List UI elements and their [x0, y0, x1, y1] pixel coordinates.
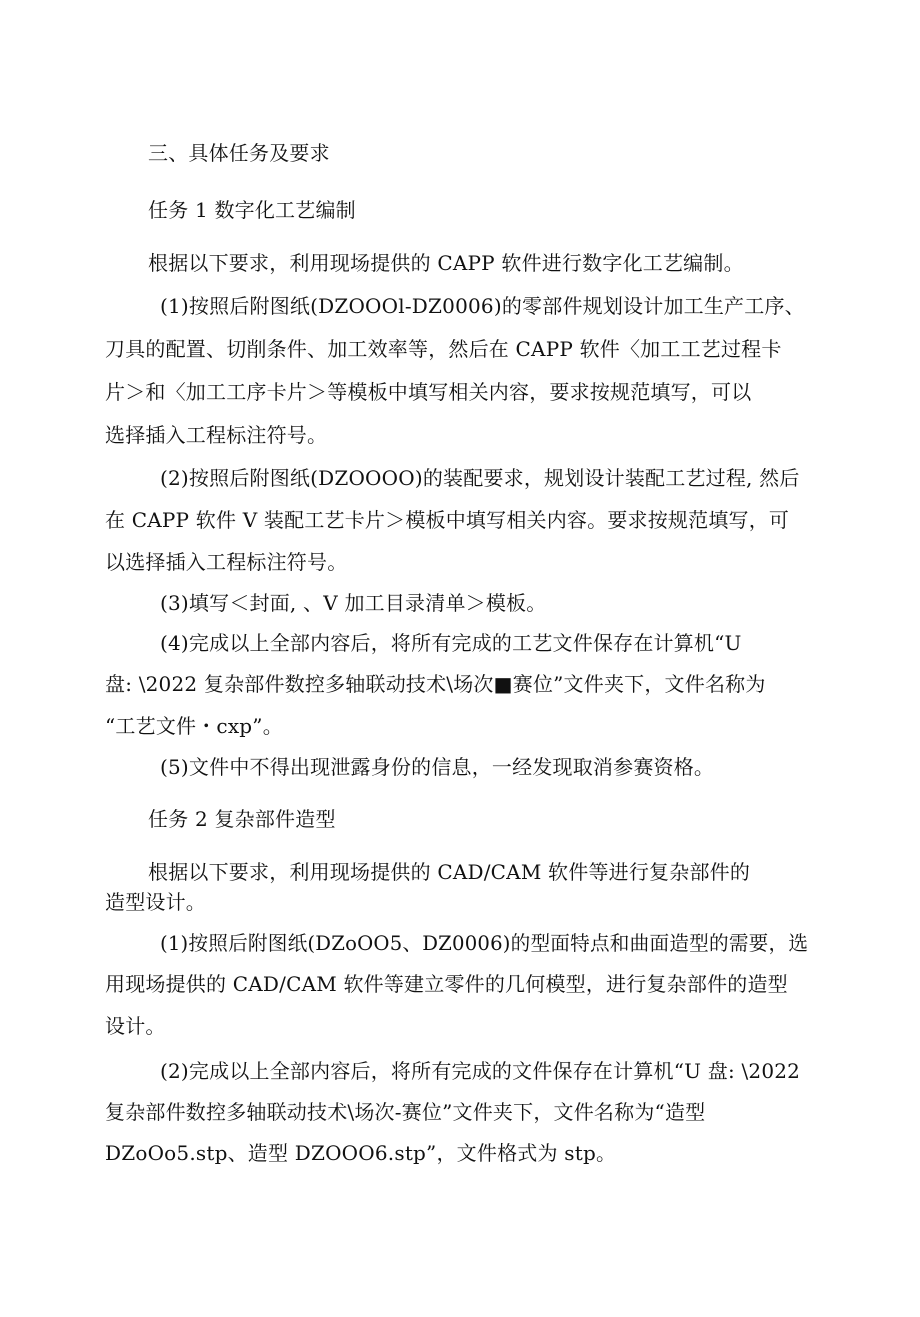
task2-item2-line2: 复杂部件数控多轴联动技术\场次-赛位”文件夹下，文件名称为“造型 [105, 1100, 706, 1124]
task2-item1-line1: (1)按照后附图纸(DZoOO5、DZ0006)的型面特点和曲面造型的需要，选 [160, 931, 809, 955]
task1-item5: (5)文件中不得出现泄露身份的信息，一经发现取消参赛资格。 [160, 755, 715, 779]
task2-item2-line1: (2)完成以上全部内容后，将所有完成的文件保存在计算机“U 盘: \2022 [160, 1059, 801, 1083]
task1-item2-line3: 以选择插入工程标注符号。 [105, 550, 348, 574]
task1-item1-line1: (1)按照后附图纸(DZOOOl-DZ0006)的零部件规划设计加工生产工序、 [160, 294, 805, 318]
section-heading: 三、具体任务及要求 [148, 141, 330, 165]
task2-item1-line2: 用现场提供的 CAD/CAM 软件等建立零件的几何模型，进行复杂部件的造型 [105, 972, 788, 996]
task2-item2-line3: DZoOo5.stp、造型 DZOOO6.stp”，文件格式为 stp。 [105, 1141, 617, 1165]
task1-item2-line1: (2)按照后附图纸(DZOOOO)的装配要求，规划设计装配工艺过程, 然后 [160, 466, 800, 490]
task1-item4-line2: 盘: \2022 复杂部件数控多轴联动技术\场次■赛位”文件夹下，文件名称为 [105, 672, 766, 696]
task1-item2-line2: 在 CAPP 软件 V 装配工艺卡片＞模板中填写相关内容。要求按规范填写，可 [105, 508, 790, 532]
task2-intro-line2: 造型设计。 [105, 890, 206, 914]
task1-item1-line4: 选择插入工程标注符号。 [105, 423, 328, 447]
task2-item1-line3: 设计。 [105, 1014, 166, 1038]
task1-item1-line2: 刀具的配置、切削条件、加工效率等，然后在 CAPP 软件〈加工工艺过程卡 [105, 337, 782, 361]
task1-item4-line1: (4)完成以上全部内容后，将所有完成的工艺文件保存在计算机“U [160, 631, 742, 655]
task1-item3: (3)填写＜封面, 、V 加工目录清单＞模板。 [160, 591, 547, 615]
task1-intro: 根据以下要求，利用现场提供的 CAPP 软件进行数字化工艺编制。 [148, 251, 744, 275]
task1-title: 任务 1 数字化工艺编制 [148, 198, 356, 222]
task2-title: 任务 2 复杂部件造型 [148, 807, 336, 831]
task2-intro-line1: 根据以下要求，利用现场提供的 CAD/CAM 软件等进行复杂部件的 [148, 860, 751, 884]
task1-item1-line3: 片＞和〈加工工序卡片＞等模板中填写相关内容，要求按规范填写，可以 [105, 380, 752, 404]
task1-item4-line3: “工艺文件・cxp”。 [105, 714, 283, 738]
